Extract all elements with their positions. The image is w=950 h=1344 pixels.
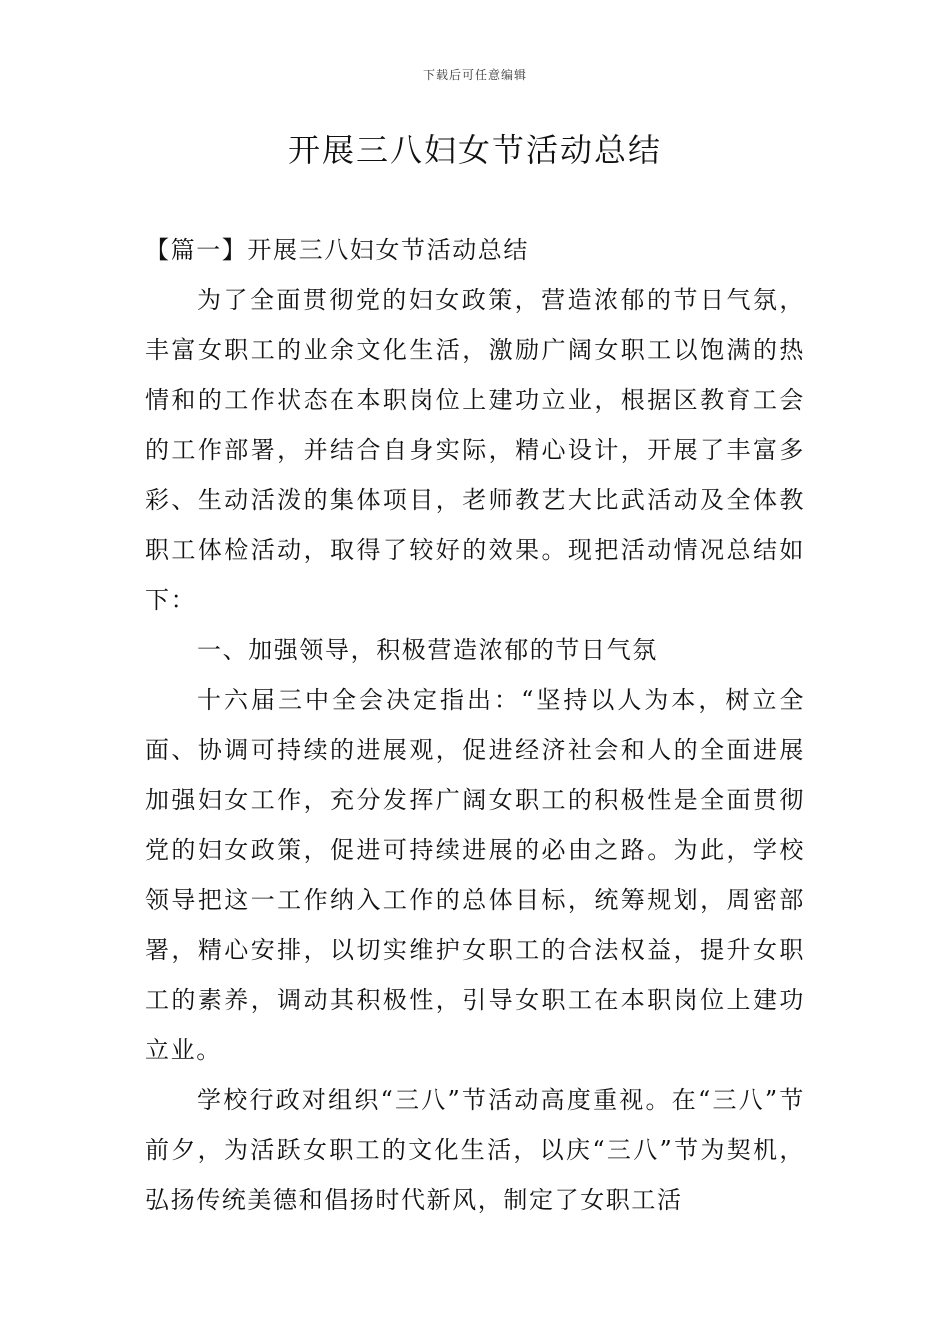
header-note: 下载后可任意编辑 [422,68,527,82]
paragraph-intro: 为了全面贯彻党的妇女政策，营造浓郁的节日气氛，丰富女职工的业余文化生活，激励广阔女职工以饱满的热情和的工作状态在本职岗位上建功立业，根据区教育工会的工作部署，并结合自身实际，精心设计，开展了丰富多彩、生动活泼的集体项目，老师教艺大比武活动及全体教职工体检活动，取得了较好的效果。现把活动情况总结如下： [145,286,805,614]
document-title: 开展三八妇女节活动总结 [287,131,662,169]
section-label: 【篇一】开展三八妇女节活动总结 [145,236,529,264]
subsection-heading: 一、加强领导，积极营造浓郁的节日气氛 [197,636,658,664]
paragraph-activities: 学校行政对组织“三八”节活动高度重视。在“三八”节前夕，为活跃女职工的文化生活，以庆“三八”节为契机，弘扬传统美德和倡扬时代新风，制定了女职工活 [145,1086,805,1214]
paragraph-leadership: 十六届三中全会决定指出：“坚持以人为本，树立全面、协调可持续的进展观，促进经济社会和人的全面进展加强妇女工作，充分发挥广阔女职工的积极性是全面贯彻党的妇女政策，促进可持续进展的必由之路。为此，学校领导把这一工作纳入工作的总体目标，统筹规划，周密部署，精心安排，以切实维护女职工的合法权益，提升女职工的素养，调动其积极性，引导女职工在本职岗位上建功立业。 [145,686,805,1064]
document-body [145,225,805,1225]
